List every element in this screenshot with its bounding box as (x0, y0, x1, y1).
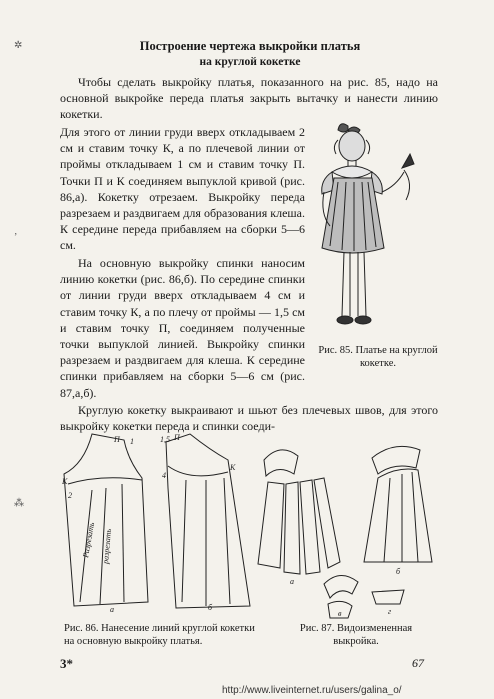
label-15-b: 1,5 (160, 435, 170, 444)
label-v-87: в (338, 609, 342, 618)
figure-86a-front-pattern (62, 430, 154, 612)
figure-86-caption: Рис. 86. Нанесение линий круглой кокетки на основную выкройку платья. (64, 623, 255, 647)
paragraph-1-lead: Чтобы сделать выкройку платья, показанного на рис. 85, надо на основной выкройке переда платья закрыть вытачку и нанести линию кокетки. (60, 75, 438, 122)
label-a-87: а (290, 577, 294, 586)
margin-stamp-low: ⁂ (14, 498, 24, 509)
label-cut-2: разрезать (101, 528, 114, 565)
label-1-a: 1 (130, 437, 134, 446)
figure-86b-back-pattern (160, 430, 260, 612)
label-K-a: К (62, 477, 68, 486)
label-4-b: 4 (162, 471, 166, 480)
page-number: 67 (412, 656, 424, 670)
label-2-a: 2 (68, 491, 72, 500)
paragraph-2: На основную выкройку спинки наносим линию кокетки (рис. 86,б). По середине спинки от линии груди вверх откладываем 4 см и ставим точку К, а по плечу от проймы — 1,5 см и ставим точку П, соединяем полученные точки выпуклой линией. Выкройку спинки разрезаем и раздвигаем для клеша. К середине спинки прибавляем на сборки 5—6 см (рис. 87,а,б). (60, 256, 305, 400)
source-url-watermark: http://www.liveinternet.ru/users/galina_o/ (222, 685, 402, 696)
paragraph-3: Круглую кокетку выкраивают и шьют без плечевых швов, для этого выкройку кокетки переда и спинки соеди- (60, 403, 438, 434)
paragraph-1-column: Для этого от линии груди вверх откладываем 2 см и ставим точку К, а по плечевой линии от проймы откладываем 1 см и ставим точку П. Точки П и К соединяем выпуклой кривой (рис. 86,а). Кокетку отрезаем. Выкройку переда разрезаем и раздвигаем для образования клеша. К середине переда прибавляем на сборки 5—6 см. (60, 125, 305, 253)
label-K-b: К (230, 463, 236, 472)
margin-stamp-mid: ʼ (14, 232, 18, 243)
label-a-86: а (110, 605, 114, 612)
label-b-86: б (208, 603, 213, 612)
label-P-b: П (174, 433, 180, 442)
label-b-87: б (396, 567, 401, 576)
figure-87-modified-pattern (254, 434, 438, 620)
figure-85-illustration (318, 120, 434, 342)
label-cut-1: Разрезать (81, 521, 97, 559)
section-heading (60, 38, 440, 70)
heading-line-1: Построение чертежа выкройки платья (139, 39, 361, 53)
heading-line-2: на круглой кокетке (199, 56, 301, 68)
label-g-87: г (388, 607, 392, 616)
margin-stamp-top: ✲ (14, 40, 23, 51)
figure-87-caption: Рис. 87. Видоизмененная выкройка. (299, 623, 413, 647)
figure-85-caption: Рис. 85. Платье на круглой кокетке. (318, 345, 438, 369)
label-P-a: П (114, 435, 120, 444)
signature-mark: 3* (60, 656, 73, 671)
